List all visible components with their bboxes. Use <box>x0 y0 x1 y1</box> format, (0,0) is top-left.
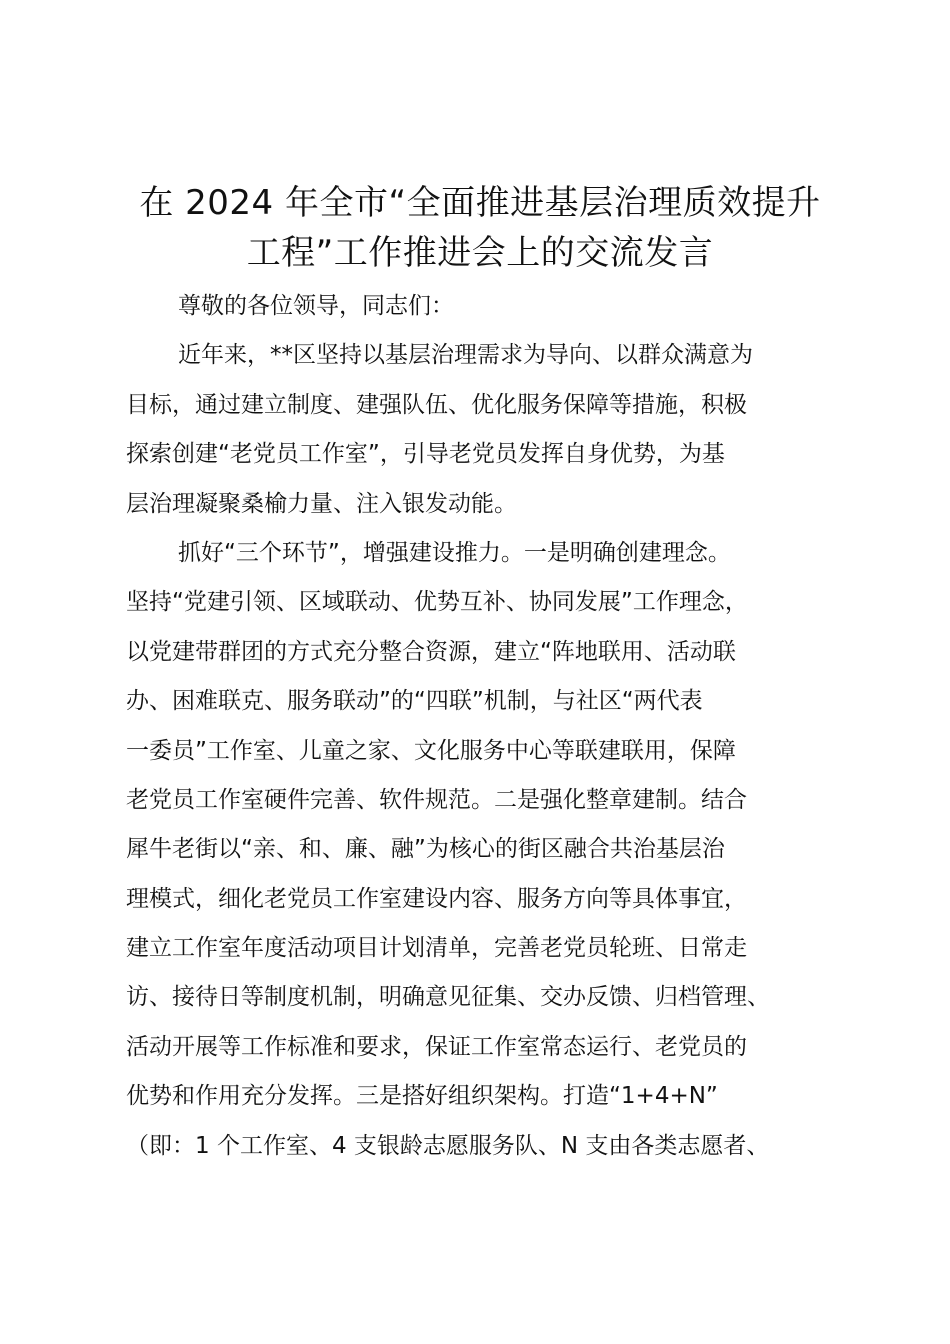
paragraph-line: 近年来，**区坚持以基层治理需求为导向、以群众满意为 <box>178 342 753 369</box>
document-title <box>120 178 840 278</box>
paragraph-line: 办、困难联克、服务联动”的“四联”机制，与社区“两代表 <box>126 688 703 715</box>
document-body <box>126 282 846 1171</box>
paragraph-line: 优势和作用充分发挥。三是搭好组织架构。打造“1+4+N” <box>126 1083 718 1110</box>
paragraph-line: （即：1 个工作室、4 支银龄志愿服务队、N 支由各类志愿者、 <box>126 1132 770 1159</box>
title-line-1: 在 2024 年全市“全面推进基层治理质效提升 <box>139 183 821 223</box>
title-line-2: 工程”工作推进会上的交流发言 <box>246 233 714 273</box>
paragraph-line: 理模式，细化老党员工作室建设内容、服务方向等具体事宜， <box>126 885 747 912</box>
paragraph-line: 犀牛老街以“亲、和、廉、融”为核心的街区融合共治基层治 <box>126 836 725 863</box>
paragraph-line: 以党建带群团的方式充分整合资源，建立“阵地联用、活动联 <box>126 638 736 665</box>
paragraph-line: 目标，通过建立制度、建强队伍、优化服务保障等措施，积极 <box>126 391 747 418</box>
paragraph-line: 访、接待日等制度机制，明确意见征集、交办反馈、归档管理、 <box>126 984 770 1011</box>
salutation-line: 尊敬的各位领导，同志们： <box>178 293 454 319</box>
paragraph-line: 建立工作室年度活动项目计划清单，完善老党员轮班、日常走 <box>126 935 747 962</box>
paragraph-line: 活动开展等工作标准和要求，保证工作室常态运行、老党员的 <box>126 1033 747 1060</box>
paragraph-line: 探索创建“老党员工作室”，引导老党员发挥自身优势，为基 <box>126 441 725 468</box>
paragraph-line: 老党员工作室硬件完善、软件规范。二是强化整章建制。结合 <box>126 786 747 813</box>
paragraph-line: 坚持“党建引领、区域联动、优势互补、协同发展”工作理念， <box>126 589 748 616</box>
paragraph-line: 层治理凝聚桑榆力量、注入银发动能。 <box>126 490 517 517</box>
paragraph-line: 一委员”工作室、儿童之家、文化服务中心等联建联用，保障 <box>126 737 736 764</box>
paragraph-line: 抓好“三个环节”，增强建设推力。一是明确创建理念。 <box>178 539 731 566</box>
